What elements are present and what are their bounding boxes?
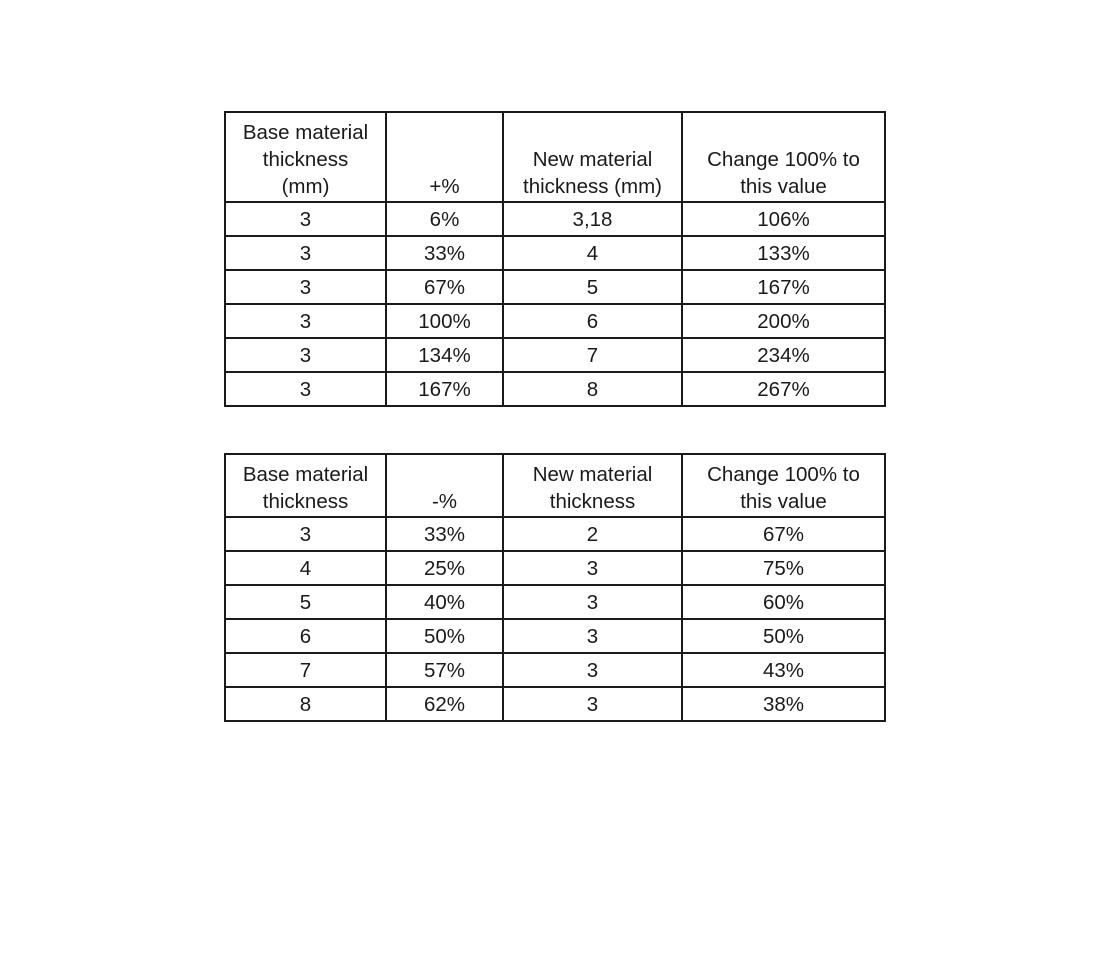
table-header-row: [225, 454, 885, 517]
cell-change-value: 267%: [682, 372, 885, 406]
cell-base-thickness: 3: [225, 372, 386, 406]
table-row: [225, 372, 885, 406]
cell-change-value: 106%: [682, 202, 885, 236]
cell-percent: 40%: [386, 585, 503, 619]
cell-percent: 33%: [386, 236, 503, 270]
cell-new-thickness: 3: [503, 687, 682, 721]
cell-percent: 50%: [386, 619, 503, 653]
cell-new-thickness: 7: [503, 338, 682, 372]
cell-new-thickness: 5: [503, 270, 682, 304]
cell-new-thickness: 6: [503, 304, 682, 338]
cell-base-thickness: 6: [225, 619, 386, 653]
table-row: [225, 585, 885, 619]
cell-percent: 33%: [386, 517, 503, 551]
table-row: [225, 338, 885, 372]
table-row: [225, 653, 885, 687]
cell-percent: 67%: [386, 270, 503, 304]
cell-base-thickness: 4: [225, 551, 386, 585]
cell-new-thickness: 3: [503, 619, 682, 653]
cell-percent: 134%: [386, 338, 503, 372]
header-new-thickness: New material thickness: [503, 454, 682, 517]
header-change-value: Change 100% to this value: [682, 112, 885, 202]
cell-base-thickness: 5: [225, 585, 386, 619]
cell-base-thickness: 3: [225, 236, 386, 270]
table-row: [225, 202, 885, 236]
cell-new-thickness: 4: [503, 236, 682, 270]
cell-percent: 62%: [386, 687, 503, 721]
cell-change-value: 50%: [682, 619, 885, 653]
cell-change-value: 75%: [682, 551, 885, 585]
cell-base-thickness: 3: [225, 202, 386, 236]
table-row: [225, 687, 885, 721]
cell-base-thickness: 8: [225, 687, 386, 721]
cell-base-thickness: 7: [225, 653, 386, 687]
cell-percent: 25%: [386, 551, 503, 585]
thickness-increase-table: [224, 111, 886, 407]
table-row: [225, 270, 885, 304]
cell-base-thickness: 3: [225, 338, 386, 372]
cell-change-value: 133%: [682, 236, 885, 270]
table-row: [225, 619, 885, 653]
cell-new-thickness: 8: [503, 372, 682, 406]
cell-change-value: 38%: [682, 687, 885, 721]
table-row: [225, 236, 885, 270]
cell-new-thickness: 2: [503, 517, 682, 551]
cell-percent: 6%: [386, 202, 503, 236]
table-row: [225, 517, 885, 551]
cell-base-thickness: 3: [225, 304, 386, 338]
cell-change-value: 60%: [682, 585, 885, 619]
thickness-decrease-table: [224, 453, 886, 722]
cell-percent: 57%: [386, 653, 503, 687]
header-change-value: Change 100% to this value: [682, 454, 885, 517]
cell-new-thickness: 3: [503, 653, 682, 687]
table-row: [225, 551, 885, 585]
table-header-row: [225, 112, 885, 202]
header-base-thickness: Base material thickness (mm): [225, 112, 386, 202]
header-new-thickness: New material thickness (mm): [503, 112, 682, 202]
header-percent-increase: +%: [386, 112, 503, 202]
cell-change-value: 234%: [682, 338, 885, 372]
cell-new-thickness: 3: [503, 585, 682, 619]
cell-new-thickness: 3: [503, 551, 682, 585]
table-row: [225, 304, 885, 338]
header-percent-decrease: -%: [386, 454, 503, 517]
cell-change-value: 67%: [682, 517, 885, 551]
cell-change-value: 43%: [682, 653, 885, 687]
cell-change-value: 167%: [682, 270, 885, 304]
header-base-thickness: Base material thickness: [225, 454, 386, 517]
cell-change-value: 200%: [682, 304, 885, 338]
cell-base-thickness: 3: [225, 517, 386, 551]
cell-new-thickness: 3,18: [503, 202, 682, 236]
cell-percent: 167%: [386, 372, 503, 406]
cell-base-thickness: 3: [225, 270, 386, 304]
cell-percent: 100%: [386, 304, 503, 338]
